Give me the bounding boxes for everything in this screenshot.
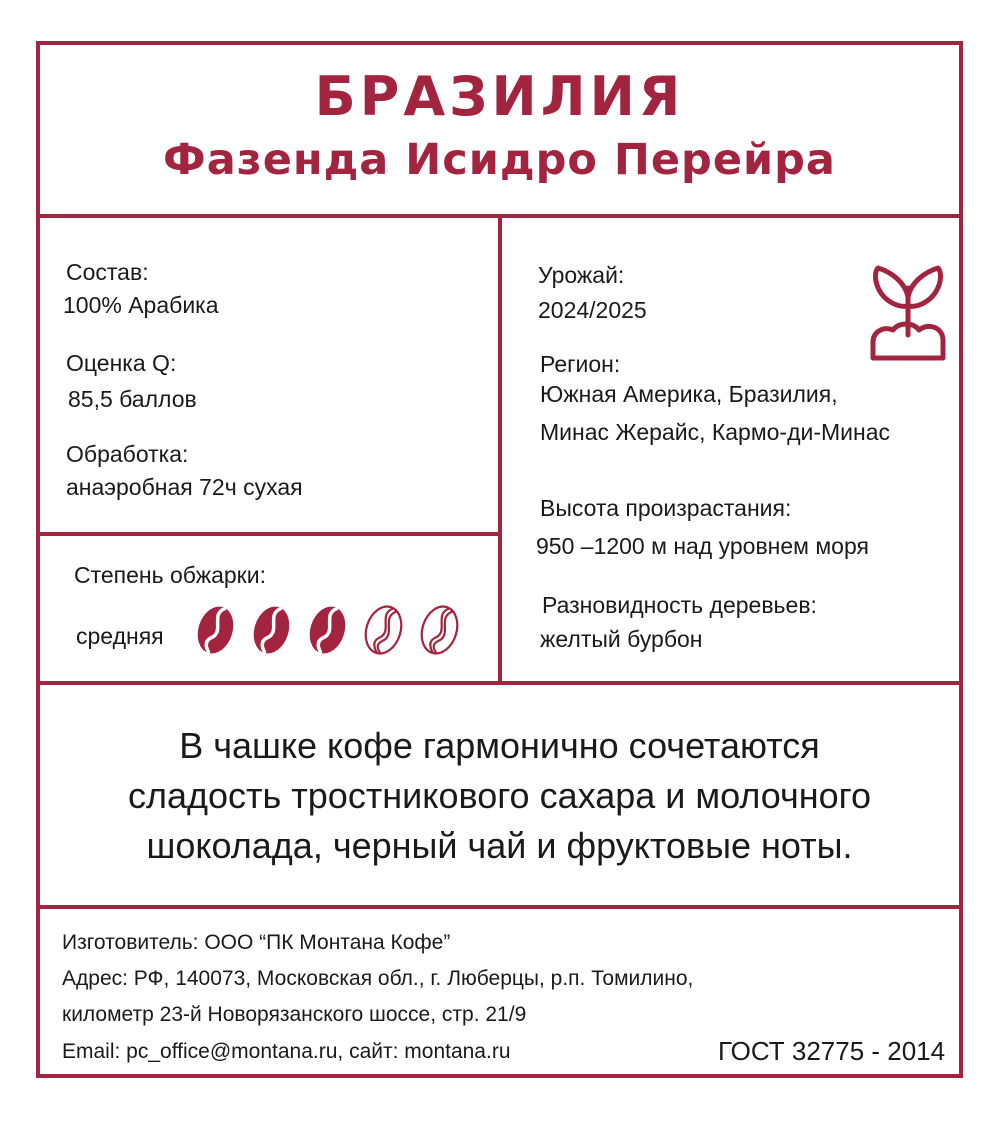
gost-standard: ГОСТ 32775 - 2014 xyxy=(718,1036,946,1066)
product-label xyxy=(36,41,963,1078)
variety-label: Разновидность деревьев: xyxy=(542,592,817,618)
farm-title: Фазенда Исидро Перейра xyxy=(163,135,836,185)
address-line-1: Адрес: РФ, 140073, Московская обл., г. Люберцы, р.п. Томилино, xyxy=(62,967,694,990)
description-line-2: сладость тростникового сахара и молочного xyxy=(127,775,872,816)
coffee-bean-outline-icon xyxy=(416,603,463,657)
description-line-3: шоколада, черный чай и фруктовые ноты. xyxy=(146,825,853,866)
harvest-value: 2024/2025 xyxy=(538,297,647,323)
harvest-label: Урожай: xyxy=(538,262,625,288)
q-score-label: Оценка Q: xyxy=(66,350,177,376)
variety-value: желтый бурбон xyxy=(540,626,703,652)
divider-roast xyxy=(40,532,502,536)
composition-value: 100% Арабика xyxy=(63,292,219,318)
coffee-bean-filled-icon xyxy=(304,603,351,657)
composition-label: Состав: xyxy=(66,259,149,285)
manufacturer: Изготовитель: ООО “ПК Монтана Кофе” xyxy=(62,931,451,954)
altitude-label: Высота произрастания: xyxy=(540,495,792,521)
divider-vertical xyxy=(498,214,502,681)
processing-value: анаэробная 72ч сухая xyxy=(66,474,303,500)
description-line-1: В чашке кофе гармонично сочетаются xyxy=(179,725,820,766)
contacts: Email: pc_office@montana.ru, сайт: montana.ru xyxy=(62,1040,511,1063)
region-line-2: Минас Жерайс, Кармо-ди-Минас xyxy=(540,419,891,445)
roast-level-beans xyxy=(192,603,463,657)
divider-description xyxy=(40,681,959,685)
processing-label: Обработка: xyxy=(66,441,189,467)
roast-value: средняя xyxy=(76,623,164,649)
coffee-bean-filled-icon xyxy=(192,603,239,657)
divider-footer xyxy=(40,905,959,909)
address-line-2: километр 23-й Новорязанского шоссе, стр. 21/9 xyxy=(62,1003,527,1026)
roast-label: Степень обжарки: xyxy=(74,562,266,588)
region-label: Регион: xyxy=(540,351,621,377)
region-line-1: Южная Америка, Бразилия, xyxy=(540,381,838,407)
coffee-bean-outline-icon xyxy=(360,603,407,657)
sprout-icon xyxy=(867,260,949,362)
altitude-value: 950 –1200 м над уровнем моря xyxy=(536,533,869,559)
flavor-description xyxy=(40,721,959,871)
country-title: БРАЗИЛИЯ xyxy=(314,65,685,128)
q-score-value: 85,5 баллов xyxy=(68,386,197,412)
coffee-bean-filled-icon xyxy=(248,603,295,657)
